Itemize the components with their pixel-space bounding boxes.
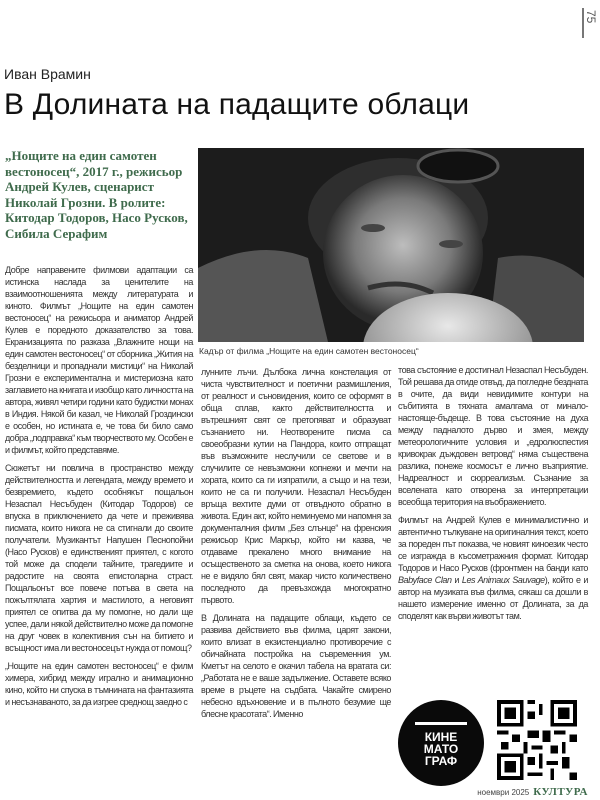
text: Филмът на Андрей Кулев е минималистично и автентично тълкуване на оригиналния текст, което за пореден път показва, че новият киноезик често се изгражда в късометражния формат. Китодар Тодоров и Насо Русков (фронтмен на банди като [398, 515, 588, 573]
logo-line: МАТО [423, 742, 459, 756]
paragraph: Добре направените филмови адаптации са истинска наслада за ценителите на взаимоотношенията между литературата и киното. Филмът „Нощите на един самотен вестоносец“ на режисьора и аниматор Андрей Кулев е поредното доказателство за това. Екранизацията по разказа „Влажните нощи на един самотен вестоносец“ от сборника „Жития на безделници и пропаднали мистици“ на Николай Грозни е експериментална и мистериозна като заглавието на книгата и изобщо като личността на автора, живял четири години като будистки монах в Индия. Някой би казал, че Николай Гроздински е особен, но истината е, че това би било само добра „подправка“ към творчеството му. Особен е и филмът, който представяме. [5, 265, 193, 455]
logo-line: ГРАФ [424, 754, 458, 768]
paragraph [398, 514, 588, 622]
issue-date: ноември 2025 [477, 788, 530, 797]
article-author: Иван Врамин [4, 66, 91, 82]
qr-code-icon[interactable] [497, 700, 577, 780]
paragraph: лунните лъчи. Дълбока лична констелация от чиста чувствителност и поетични размишления, от реалност и съновидения, които се оформят в обща сплав, както действителността и вътрешният свят се претопяват и образуват съзнанието ни. Неотворените писма са своеобразни кутии на Пандора, които отпращат във възможните неслучили се светове и в случилите се невъзможни копнежи и мечти на хората, които са ги изпратили, а също и на тези, които не са ги получили. Незаспал Несъбуден връща вехтите думи от отвъдното обратно в живота. Един акт, който неминуемо ми напомня за документалния филм „Без слънце“ на френския режисьор Крис Маркър, който ни казва, че отдаваме прекалено много внимание на осъщественото за сметка на онова, което никога не е видяло бял свят, макар чисто количествено последното да превъзхожда многократно първото. [201, 367, 391, 605]
paragraph: „Нощите на един самотен вестоносец“ е филм химера, хибрид между игрално и анимационно кино, който ни спуска в тъмнината на фантазията и несъзнаваното, за да изгрее среднощ заедно с [5, 661, 193, 707]
paragraph: Сюжетът ни повлича в пространство между действителността и легендата, между времето и безвремието, където особнякът пощальон Незаспал Несъбуден (Китодар Тодоров) се впуска в приключението да чете и преживява писмата, които никога не са стигнали до своите получатели. Музикантът Напушен Песнопойни (Насо Русков) е единственият приятел, с когото той може да сподели тайните, трагедиите и радостите на своята епистоларна страст. Пощальонът все повече потъва в света на пожълтялата хартия и мастилото, а неговият приятел се опитва да му помогне, но дали ще успее, дали някой действително може да помогне на друг човек в колективния сън на битието и всъщност има ли вестоносецът нужда от помощ? [5, 463, 193, 653]
text: ), който е и автор на музиката във филма, сякаш са дошли в нашето измерение именно от Долината, за да споделят как върви животът там. [398, 575, 588, 621]
page-footer [477, 786, 588, 798]
band-name: Les Animaux Sauvage [461, 575, 545, 585]
paragraph: това състояние е достигнал Незаспал Несъбуден. Той решава да отиде отвъд, да погледне бездната в очите, да види невидимите контури на събитията в тяхната амалгама от минало-настояще-бъдеще. В това състояние на духа между падналото дърво и змея, между метеорологичните условия и „едролюспестия кривокрак дъждовен ветровд“ няма съществена разлика, понеже космосът е лично възприятие. Надреалност и сюрреализъм. Съзнание за вселената като отворена за интерпретации всеобща територия на въображението. [398, 365, 588, 507]
text-column-2 [201, 366, 391, 726]
page-number-text: 75 [584, 10, 598, 24]
logo-line: КИНЕ [424, 730, 458, 744]
text: и [451, 575, 462, 585]
page-number [582, 8, 598, 38]
film-credits: „Нощите на един самотен вестоносец“, 2017 г., режисьор Андрей Кулев, сценарист Николай Грозни. В ролите: Китодар Тодоров, Насо Русков, Сибила Серафим [5, 148, 188, 241]
article-title: В Долината на падащите облаци [4, 88, 470, 121]
text-column-3 [398, 364, 588, 628]
text-column-1 [5, 264, 193, 714]
band-name: Babyface Clan [398, 575, 452, 585]
film-still-photo [198, 148, 584, 342]
logo-text [398, 731, 484, 767]
magazine-brand: КУЛТУРА [533, 786, 588, 798]
paragraph: В Долината на падащите облаци, където се развива действието във филма, царят закони, които влизат в екзистенциално противоречие с обичайната постройка на съвременния ум. Кметът на селото е окачил табела на вратата си: „Работата не е ваше задължение. Оставете всяко време в ръцете на съдбата. Чакайте смирено небесно вдъхновение и в пълното безумие ще блесне красотата“. Именно [201, 613, 391, 719]
logo-bar [415, 722, 467, 725]
kinematograf-logo [398, 700, 484, 786]
photo-caption: Кадър от филма „Нощите на един самотен вестоносец“ [199, 346, 419, 356]
